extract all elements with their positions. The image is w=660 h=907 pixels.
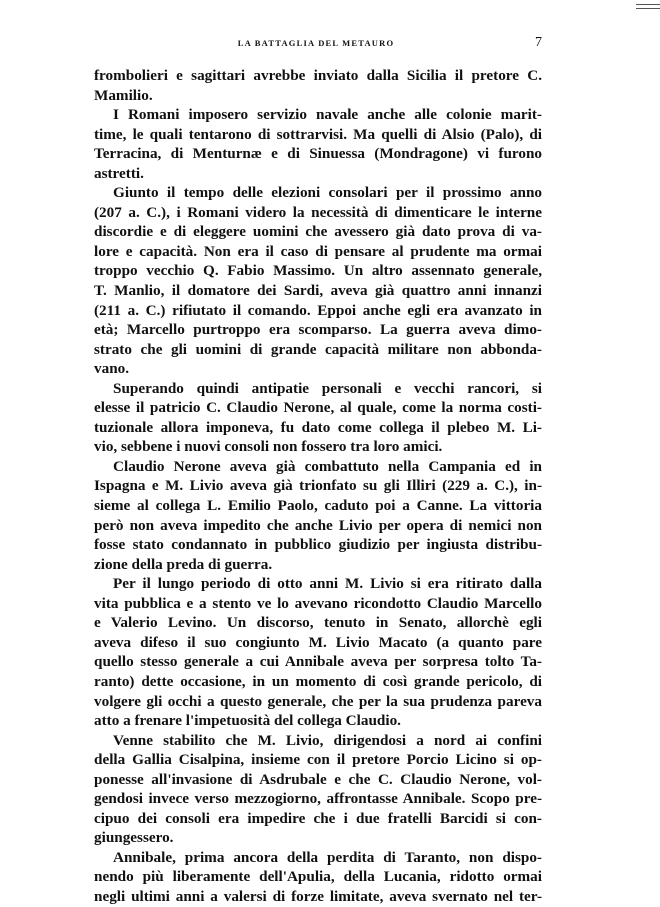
text-line: T. Manlio, il domatore dei Sardi, aveva già quattro anni innanzi	[94, 282, 542, 300]
text-line: vano.	[94, 360, 130, 378]
text-line: cipuo dei consoli era impedire che i due fratelli Barcidi si con-	[94, 809, 542, 827]
text-line: Annibale, prima ancora della perdita di Taranto, non dispo-	[113, 848, 542, 866]
text-line: strato che gli uomini di grande capacità militare non abbonda-	[94, 340, 542, 358]
text-line: lore e capacità. Non era il caso di pensare al prudente ma ormai	[94, 242, 542, 260]
text-line: Venne stabilito che M. Livio, dirigendosi a nord ai confini	[113, 731, 542, 749]
text-line: fosse stato condannato in pubblico giudizio per ingiusta distribu-	[94, 536, 542, 554]
edge-mark-line	[636, 8, 660, 9]
text-line: Superando quindi antipatie personali e vecchi rancori, si	[113, 379, 542, 397]
edge-mark	[636, 4, 660, 14]
body-text	[94, 66, 542, 907]
text-line: Claudio Nerone aveva già combattuto nella Campania ed in	[113, 457, 542, 475]
text-line: elesse il patricio C. Claudio Nerone, al quale, come la norma costi-	[94, 399, 542, 417]
text-line: giungessero.	[94, 829, 174, 847]
running-head	[90, 36, 542, 52]
text-line: però non aveva impedito che anche Livio per opera di nemici non	[94, 516, 542, 534]
text-line: ranto) dette occasione, in un momento di così grande pericolo, di	[94, 672, 542, 690]
text-line: e Valerio Levino. Un discorso, tenuto in Senato, allorchè egli	[94, 614, 542, 632]
edge-mark-line	[636, 4, 660, 5]
paragraph	[94, 105, 542, 183]
running-title: LA BATTAGLIA DEL METAURO	[237, 38, 395, 48]
text-line: Terracina, di Menturnæ e di Sinuessa (Mondragone) vi furono	[94, 145, 542, 163]
paragraph	[94, 848, 542, 907]
paragraph	[94, 731, 542, 848]
text-line: vita pubblica e a stento ve lo avevano ricondotto Claudio Marcello	[94, 594, 542, 612]
text-line: troppo vecchio Q. Fabio Massimo. Un altro assennato generale,	[94, 262, 542, 280]
text-line: atto a frenare l'impetuosità del collega Claudio.	[94, 712, 401, 730]
text-line: ponesse all'invasione di Asdrubale e che C. Claudio Nerone, vol-	[94, 770, 542, 788]
text-line: (211 a. C.) rifiutato il comando. Eppoi anche egli era avanzato in	[94, 301, 542, 319]
paragraph	[94, 183, 542, 378]
text-line: zione della preda di guerra.	[94, 555, 273, 573]
text-line: time, le quali tentarono di sottrarvisi. Ma quelli di Alsio (Palo), di	[94, 125, 542, 143]
text-line: Per il lungo periodo di otto anni M. Livio si era ritirato dalla	[113, 575, 542, 593]
text-line: volgere gli occhi a questo generale, che per la sua prudenza pareva	[94, 692, 542, 710]
text-line: frombolieri e sagittari avrebbe inviato dalla Sicilia il pretore C.	[94, 67, 542, 84]
text-line: età; Marcello purtroppo era scomparso. La guerra aveva dimo-	[94, 321, 542, 339]
text-line: tuzionale allora imponeva, fu dato come collega il plebeo M. Li-	[94, 418, 542, 436]
text-line: Giunto il tempo delle elezioni consolari per il prossimo anno	[113, 184, 542, 202]
text-line: Mamilio.	[94, 86, 153, 104]
page-number: 7	[535, 35, 542, 50]
text-line: (207 a. C.), i Romani videro la necessità di dimenticare le interne	[94, 203, 542, 221]
paragraph	[94, 574, 542, 730]
text-line: quello stesso generale a cui Annibale aveva per sorpresa tolto Ta-	[94, 653, 542, 671]
text-line: discordie e di eleggere uomini che avessero già dato prova di va-	[94, 223, 542, 241]
text-line: vio, sebbene i nuovi consoli non fossero tra loro amici.	[94, 438, 443, 456]
text-line: astretti.	[94, 164, 144, 182]
text-line: Ispagna e M. Livio aveva già trionfato su gli Illiri (229 a. C.), in-	[94, 477, 542, 495]
paragraph	[94, 379, 542, 457]
text-line: negli ultimi anni a valersi di forze limitate, aveva svernato nel ter-	[94, 887, 542, 905]
paragraph	[94, 457, 542, 574]
text-line: gendosi invece verso mezzogiorno, affrontasse Annibale. Scopo pre-	[94, 790, 542, 808]
text-line: aveva difeso il suo congiunto M. Livio Macato (a quanto pare	[94, 633, 542, 651]
text-line: I Romani imposero servizio navale anche alle colonie marit-	[113, 106, 542, 124]
text-line: nendo più liberamente dell'Apulia, della Lucania, ridotto ormai	[94, 868, 542, 886]
text-line: sieme al collega L. Emilio Paolo, caduto poi a Canne. La vittoria	[94, 497, 542, 515]
text-line: della Gallia Cisalpina, insieme con il pretore Porcio Licino si op-	[94, 751, 542, 769]
paragraph	[94, 66, 542, 105]
